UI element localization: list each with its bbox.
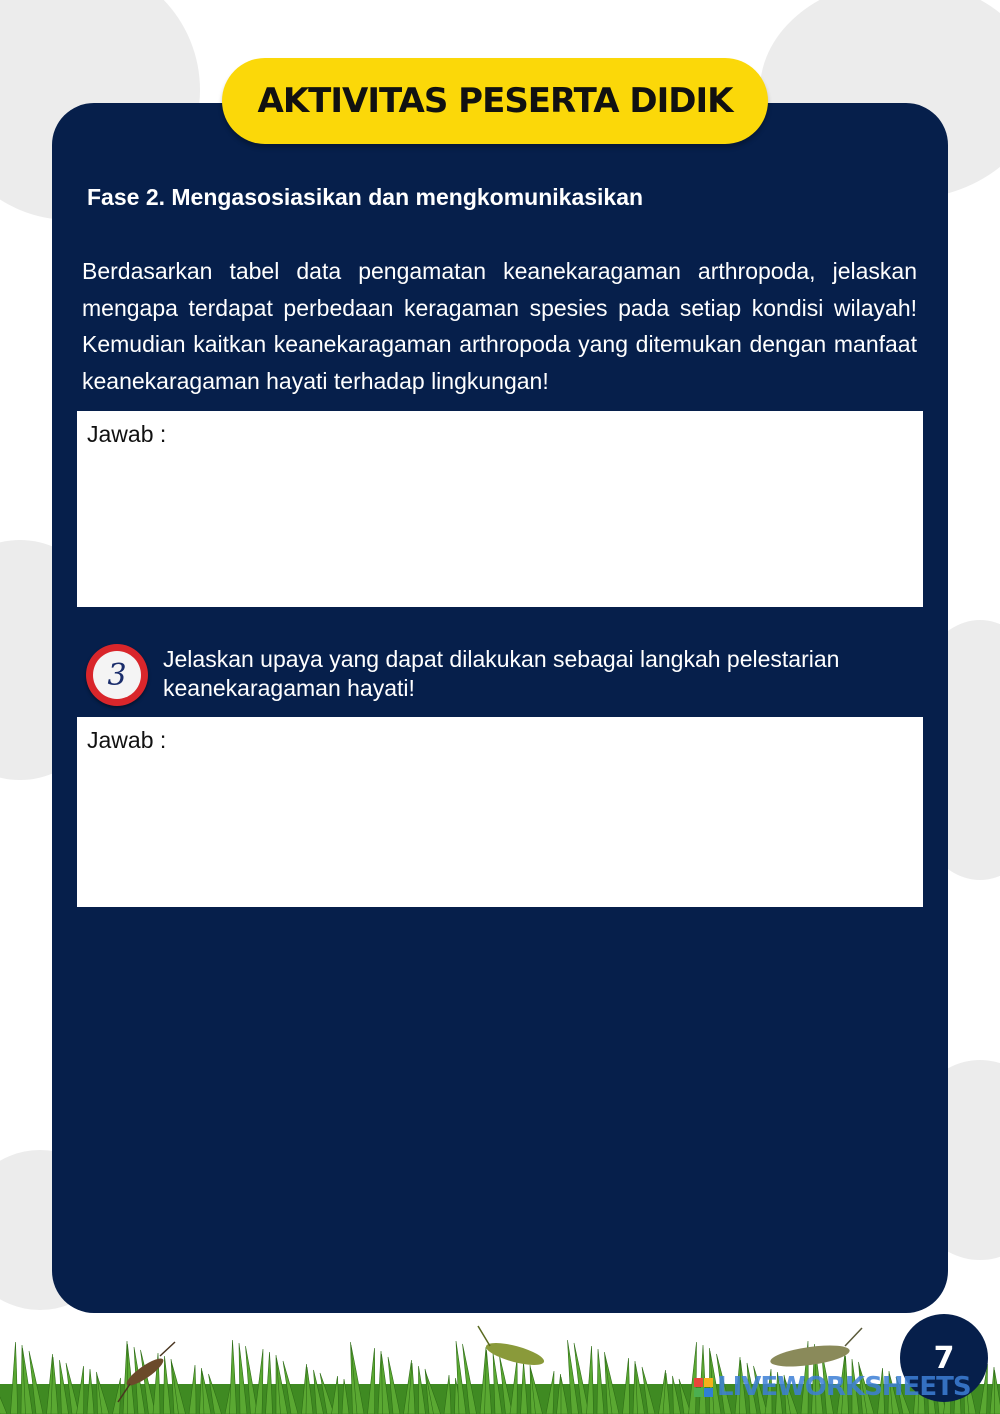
answer-box-3[interactable] xyxy=(77,717,923,907)
question-2-text: Berdasarkan tabel data pengamatan keanekaragaman arthropoda, jelaskan mengapa terdapat perbedaan keragaman spesies pada setiap kondisi wilayah! Kemudian kaitkan keanekaragaman arthropoda yang ditemukan dengan manfaat keanekaragaman hayati terhadap lingkungan! xyxy=(82,258,917,394)
answer-label: Jawab : xyxy=(87,727,167,753)
liveworksheets-watermark xyxy=(694,1372,971,1402)
grasshopper-icon xyxy=(769,1328,862,1370)
phase-heading: Fase 2. Mengasosiasikan dan mengkomunikasikan xyxy=(87,184,644,210)
grasshopper-icon xyxy=(478,1326,546,1369)
page-title: AKTIVITAS PESERTA DIDIK xyxy=(257,81,733,121)
question-number: 3 xyxy=(93,651,141,699)
grass-blade xyxy=(266,1352,273,1414)
answer-input-3[interactable] xyxy=(87,761,913,897)
title-banner xyxy=(222,58,768,144)
grass-blade xyxy=(11,1342,18,1414)
page-number: 7 xyxy=(900,1314,988,1402)
watermark-text: LIVEWORKSHEETS xyxy=(717,1372,971,1402)
question-3-text: Jelaskan upaya yang dapat dilakukan sebagai langkah pelestarian keanekaragaman hayati! xyxy=(163,646,840,701)
grass-blade xyxy=(597,1349,604,1414)
grass-blade xyxy=(230,1340,237,1414)
liveworksheets-logo-icon xyxy=(694,1378,713,1397)
answer-label: Jawab : xyxy=(87,421,167,447)
answer-input-2[interactable] xyxy=(87,455,913,597)
answer-box-2[interactable] xyxy=(77,411,923,607)
grass-blade xyxy=(255,1349,263,1414)
grass-blade xyxy=(368,1348,375,1414)
grass-blade xyxy=(587,1346,594,1414)
question-number-badge xyxy=(86,644,148,706)
